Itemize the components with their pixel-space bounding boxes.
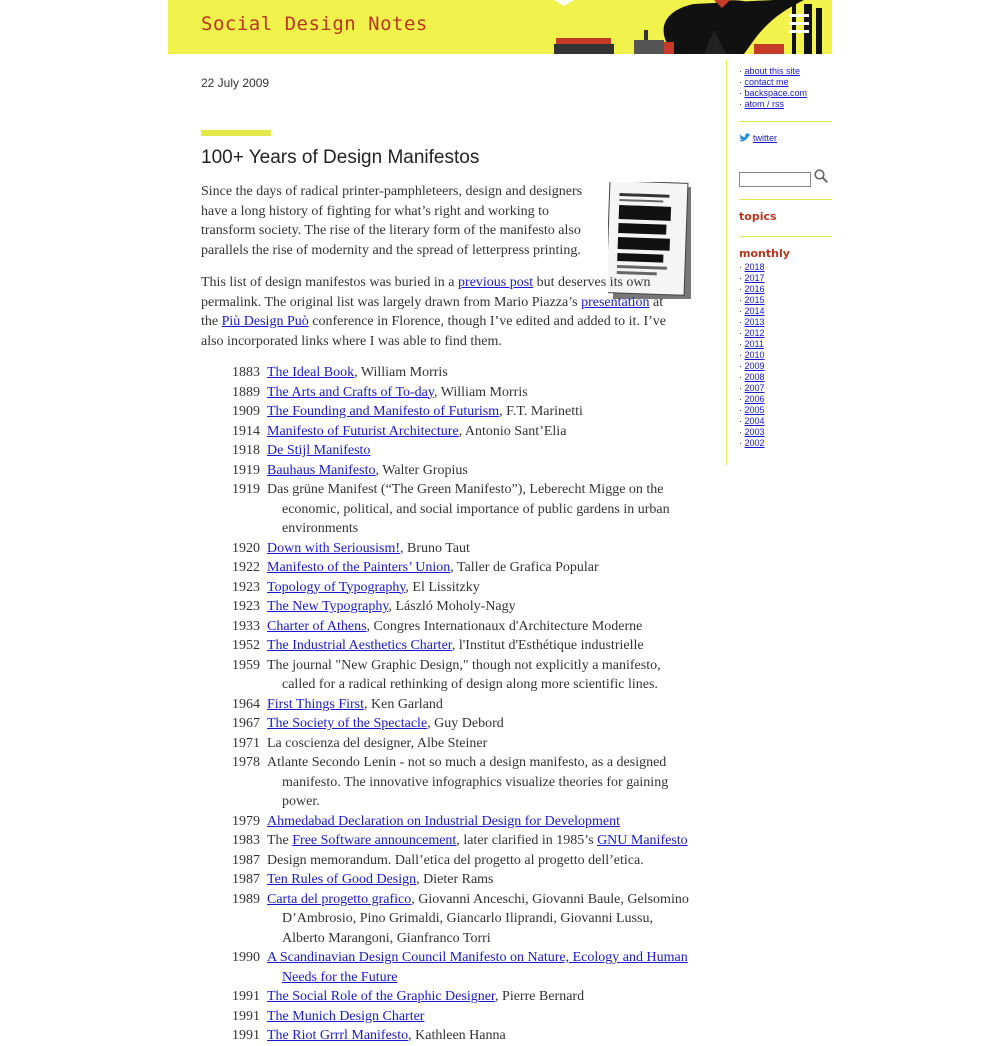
manifesto-year: 1923 bbox=[232, 579, 260, 595]
archive-year-item bbox=[739, 372, 765, 383]
manifesto-link[interactable]: The Ideal Book bbox=[267, 365, 355, 380]
manifesto-year: 1952 bbox=[232, 638, 260, 653]
bullet: · bbox=[739, 372, 742, 382]
sidebar-link[interactable]: backspace.com bbox=[744, 88, 808, 98]
manifesto-author: , Kathleen Hanna bbox=[408, 1028, 506, 1043]
manifesto-entry bbox=[267, 441, 692, 461]
bullet: · bbox=[739, 427, 742, 437]
list-item bbox=[232, 578, 692, 598]
manifesto-author: , l'Institut d'Esthétique industrielle bbox=[451, 638, 644, 653]
sidebar bbox=[739, 66, 832, 448]
list-item bbox=[232, 656, 692, 695]
archive-year-link[interactable]: 2018 bbox=[744, 262, 765, 272]
manifesto-link[interactable]: Topology of Typography bbox=[267, 579, 406, 595]
manifesto-author: , Dieter Rams bbox=[416, 872, 494, 887]
archive-year-item bbox=[739, 273, 765, 284]
manifesto-list bbox=[232, 363, 692, 1046]
manifesto-link[interactable]: The Founding and Manifesto of Futurism bbox=[267, 404, 500, 419]
manifesto-entry bbox=[267, 831, 692, 851]
manifesto-author: , F.T. Marinetti bbox=[499, 404, 583, 419]
archive-year-link[interactable]: 2007 bbox=[744, 383, 765, 393]
bullet: · bbox=[739, 77, 742, 87]
list-item bbox=[232, 987, 692, 1007]
manifesto-author: , El Lissitzky bbox=[405, 579, 480, 595]
piu-design-puo-link[interactable]: Più Design Può bbox=[221, 314, 309, 329]
list-item bbox=[232, 695, 692, 715]
list-item bbox=[232, 461, 692, 481]
archive-year-item bbox=[739, 383, 765, 394]
monthly-archive-list bbox=[739, 262, 765, 449]
factory-illustration bbox=[554, 0, 832, 54]
manifesto-author: , Guy Debord bbox=[427, 716, 504, 731]
archive-year-item bbox=[739, 306, 765, 317]
archive-year-link[interactable]: 2017 bbox=[744, 273, 765, 283]
manifesto-year: 1933 bbox=[232, 618, 260, 634]
manifesto-year: 1889 bbox=[232, 384, 260, 400]
para2-text-3: at the bbox=[201, 294, 664, 329]
list-item bbox=[232, 383, 692, 403]
manifesto-entry bbox=[267, 734, 692, 754]
manifesto-author: , Taller de Grafica Popular bbox=[450, 560, 599, 575]
previous-post-link[interactable]: previous post bbox=[458, 275, 534, 290]
list-item bbox=[232, 1026, 692, 1046]
archive-year-link[interactable]: 2012 bbox=[744, 328, 765, 338]
archive-year-link[interactable]: 2010 bbox=[744, 350, 765, 360]
manifesto-text: Design memorandum. Dall’etica del progetto al progetto dell’etica. bbox=[267, 852, 644, 868]
manifesto-link[interactable]: Free Software announcement bbox=[292, 833, 457, 848]
monthly-heading: monthly bbox=[739, 247, 790, 260]
manifesto-year: 1920 bbox=[232, 540, 260, 556]
manifesto-link[interactable]: Ten Rules of Good Design bbox=[267, 872, 417, 887]
manifesto-link[interactable]: GNU Manifesto bbox=[597, 833, 688, 848]
manifesto-entry bbox=[267, 753, 692, 812]
twitter-link[interactable]: twitter bbox=[753, 133, 778, 143]
sidebar-divider bbox=[739, 121, 832, 122]
manifesto-link[interactable]: Manifesto of the Painters’ Union bbox=[267, 560, 451, 575]
manifesto-year: 1959 bbox=[232, 657, 260, 673]
manifesto-text: Atlante Secondo Lenin - not so much a design manifesto, as a designed manifesto. The innovative infographics visualize theories for gaining power. bbox=[267, 755, 669, 809]
manifesto-entry bbox=[267, 422, 692, 442]
manifesto-link[interactable]: Charter of Athens bbox=[267, 618, 367, 634]
manifesto-link[interactable]: Down with Seriousism! bbox=[267, 540, 400, 556]
manifesto-entry bbox=[267, 539, 692, 559]
manifesto-year: 1914 bbox=[232, 423, 260, 439]
list-item bbox=[232, 714, 692, 734]
manifesto-entry bbox=[267, 1026, 692, 1046]
manifesto-entry bbox=[267, 597, 692, 617]
list-item bbox=[232, 851, 692, 871]
manifesto-year: 1991 bbox=[232, 1028, 260, 1043]
manifesto-year: 1971 bbox=[232, 735, 260, 751]
manifesto-entry bbox=[267, 695, 692, 715]
archive-year-link[interactable]: 2002 bbox=[744, 438, 765, 448]
archive-year-link[interactable]: 2011 bbox=[744, 339, 764, 349]
manifesto-year: 1922 bbox=[232, 560, 260, 575]
site-header bbox=[168, 0, 832, 54]
manifesto-link[interactable]: Manifesto of Futurist Architecture bbox=[267, 423, 459, 439]
list-item bbox=[232, 734, 692, 754]
manifesto-text: The journal "New Graphic Design," though not explicitly a manifesto, called for a radical rethinking of design along more scientific lines. bbox=[267, 657, 661, 692]
manifesto-entry bbox=[267, 870, 692, 890]
list-item bbox=[232, 948, 692, 987]
bullet: · bbox=[739, 262, 742, 272]
manifesto-entry bbox=[267, 617, 692, 637]
list-item bbox=[232, 597, 692, 617]
bullet: · bbox=[739, 284, 742, 294]
archive-year-item bbox=[739, 317, 765, 328]
manifesto-author: , Ken Garland bbox=[364, 696, 443, 712]
manifesto-text: La coscienza del designer, Albe Steiner bbox=[267, 735, 488, 751]
sidebar-link[interactable]: atom / rss bbox=[744, 99, 785, 109]
manifesto-author: , Walter Gropius bbox=[375, 462, 468, 478]
archive-year-item bbox=[739, 394, 765, 405]
bullet: · bbox=[739, 405, 742, 415]
manifesto-entry bbox=[267, 714, 692, 734]
manifesto-year: 1991 bbox=[232, 1008, 260, 1024]
list-item bbox=[232, 753, 692, 812]
manifesto-entry bbox=[267, 480, 692, 539]
manifesto-link[interactable]: The Industrial Aesthetics Charter bbox=[267, 638, 452, 653]
search-input[interactable] bbox=[739, 172, 811, 187]
archive-year-item bbox=[739, 262, 765, 273]
manifesto-text: The bbox=[267, 833, 293, 848]
archive-year-link[interactable]: 2014 bbox=[744, 306, 765, 316]
sidebar-divider bbox=[739, 199, 832, 200]
permalink-paragraph bbox=[201, 273, 681, 351]
list-item bbox=[232, 636, 692, 656]
manifesto-year: 1919 bbox=[232, 462, 260, 478]
manifesto-author: , Giovanni Anceschi, Giovanni Baule, Gelsomino D’Ambrosio, Pino Grimaldi, Giancarlo Iliprandi, Giovanni Lussu, Alberto Marangoni, Gianfranco Torri bbox=[282, 891, 689, 946]
list-item bbox=[232, 812, 692, 832]
manifesto-year: 1987 bbox=[232, 852, 260, 868]
manifesto-link[interactable]: The Munich Design Charter bbox=[267, 1008, 425, 1024]
manifesto-author: , William Morris bbox=[433, 384, 528, 400]
manifesto-author: , Antonio Sant’Elia bbox=[458, 423, 567, 439]
archive-year-item bbox=[739, 339, 765, 350]
bullet: · bbox=[739, 317, 742, 327]
archive-year-item bbox=[739, 361, 765, 372]
manifesto-author: , Bruno Taut bbox=[400, 540, 470, 556]
bullet: · bbox=[739, 361, 742, 371]
sidebar-link-item bbox=[739, 66, 832, 77]
manifesto-year: 1883 bbox=[232, 365, 260, 380]
manifesto-entry bbox=[267, 812, 692, 832]
manifesto-year: 1909 bbox=[232, 404, 260, 419]
list-item bbox=[232, 539, 692, 559]
manifesto-link[interactable]: De Stijl Manifesto bbox=[267, 443, 371, 458]
manifesto-author: , later clarified in 1985’s bbox=[456, 833, 598, 848]
manifesto-year: 1987 bbox=[232, 872, 260, 887]
manifesto-entry bbox=[267, 558, 692, 578]
archive-year-item bbox=[739, 416, 765, 427]
bullet: · bbox=[739, 306, 742, 316]
sidebar-divider bbox=[739, 236, 832, 237]
archive-year-link[interactable]: 2003 bbox=[744, 427, 765, 437]
sidebar-link-item bbox=[739, 88, 832, 99]
archive-year-link[interactable]: 2004 bbox=[744, 416, 765, 426]
manifesto-entry bbox=[267, 656, 692, 695]
sidebar-link-item bbox=[739, 77, 832, 88]
twitter-row bbox=[739, 133, 777, 143]
manifesto-author: , Congres Internationaux d'Architecture Moderne bbox=[366, 618, 643, 634]
manifesto-link[interactable]: The New Typography bbox=[267, 599, 389, 614]
manifesto-link[interactable]: The Society of the Spectacle bbox=[267, 716, 428, 731]
manifesto-year: 1979 bbox=[232, 813, 260, 829]
archive-year-link[interactable]: 2006 bbox=[744, 394, 765, 404]
manifesto-link[interactable]: First Things First bbox=[267, 696, 364, 712]
sidebar-links bbox=[739, 66, 832, 110]
manifesto-author: , Pierre Bernard bbox=[495, 989, 585, 1004]
twitter-bird-icon bbox=[739, 133, 751, 143]
manifesto-entry bbox=[267, 636, 692, 656]
list-item bbox=[232, 870, 692, 890]
list-item bbox=[232, 402, 692, 422]
bullet: · bbox=[739, 273, 742, 283]
intro-paragraph: Since the days of radical printer-pamphleteers, design and designers have a long history of fighting for what’s right and working to transform society. The rise of the literary form of the manifesto also parallels the rise of modernity and the spread of letterpress printing. bbox=[201, 184, 583, 258]
list-item bbox=[232, 831, 692, 851]
manifesto-year: 1991 bbox=[232, 989, 260, 1004]
list-item bbox=[232, 558, 692, 578]
archive-year-item bbox=[739, 350, 765, 361]
manifesto-entry bbox=[267, 851, 692, 871]
bullet: · bbox=[739, 295, 742, 305]
manifesto-entry bbox=[267, 363, 692, 383]
manifesto-year: 1964 bbox=[232, 696, 260, 712]
list-item bbox=[232, 363, 692, 383]
bullet: · bbox=[739, 350, 742, 360]
manifesto-year: 1978 bbox=[232, 755, 260, 770]
bullet: · bbox=[739, 339, 742, 349]
manifesto-entry bbox=[267, 461, 692, 481]
manifesto-author: , William Morris bbox=[354, 365, 448, 380]
topics-heading[interactable]: topics bbox=[739, 210, 777, 223]
bullet: · bbox=[739, 394, 742, 404]
site-title-link[interactable]: Social Design Notes bbox=[201, 13, 428, 35]
manifesto-link[interactable]: Carta del progetto grafico bbox=[267, 891, 412, 907]
manifesto-link[interactable]: The Social Role of the Graphic Designer bbox=[267, 989, 496, 1004]
bullet: · bbox=[739, 416, 742, 426]
list-item bbox=[232, 422, 692, 442]
archive-year-item bbox=[739, 328, 765, 339]
manifesto-year: 1989 bbox=[232, 891, 260, 907]
post-date: 22 July 2009 bbox=[201, 76, 270, 90]
manifesto-link[interactable]: The Riot Grrrl Manifesto bbox=[267, 1028, 409, 1043]
list-item bbox=[232, 480, 692, 539]
bullet: · bbox=[739, 383, 742, 393]
archive-year-link[interactable]: 2016 bbox=[744, 284, 765, 294]
manifesto-year: 1918 bbox=[232, 443, 260, 458]
manifesto-link[interactable]: Bauhaus Manifesto bbox=[267, 462, 376, 478]
manifesto-year: 1967 bbox=[232, 716, 260, 731]
archive-year-link[interactable]: 2008 bbox=[744, 372, 765, 382]
archive-year-link[interactable]: 2009 bbox=[744, 361, 765, 371]
archive-year-item bbox=[739, 438, 765, 449]
list-item bbox=[232, 617, 692, 637]
manifesto-link[interactable]: A Scandinavian Design Council Manifesto on Nature, Ecology and Human Needs for the Future bbox=[267, 950, 688, 985]
manifesto-year: 1983 bbox=[232, 833, 260, 848]
list-item bbox=[232, 890, 692, 949]
manifesto-link[interactable]: The Arts and Crafts of To-day bbox=[267, 384, 434, 400]
manifesto-year: 1919 bbox=[232, 482, 260, 497]
sidebar-link-item bbox=[739, 99, 832, 110]
sidebar-divider-line bbox=[726, 60, 727, 465]
para2-text-2: but deserves its own permalink. The original list was largely drawn from Mario Piazza’s bbox=[201, 275, 651, 310]
bullet: · bbox=[739, 88, 742, 98]
para2-text-1: This list of design manifestos was buried in a bbox=[201, 275, 459, 290]
bullet: · bbox=[739, 99, 742, 109]
manifesto-link[interactable]: Ahmedabad Declaration on Industrial Design for Development bbox=[267, 813, 621, 829]
magnifier-icon[interactable] bbox=[814, 169, 828, 183]
manifesto-entry bbox=[267, 890, 692, 949]
manifesto-entry bbox=[267, 1007, 692, 1027]
bullet: · bbox=[739, 438, 742, 448]
archive-year-item bbox=[739, 405, 765, 416]
archive-year-link[interactable]: 2013 bbox=[744, 317, 765, 327]
list-item bbox=[232, 441, 692, 461]
manifesto-text: Das grüne Manifest (“The Green Manifesto”), Leberecht Migge on the economic, political, and social importance of public gardens in urban environments bbox=[267, 482, 670, 536]
manifesto-entry bbox=[267, 578, 692, 598]
sidebar-link[interactable]: contact me bbox=[744, 77, 789, 87]
archive-year-item bbox=[739, 284, 765, 295]
sidebar-link[interactable]: about this site bbox=[744, 66, 801, 76]
archive-year-link[interactable]: 2005 bbox=[744, 405, 765, 415]
manifesto-entry bbox=[267, 987, 692, 1007]
manifesto-year: 1990 bbox=[232, 950, 260, 965]
manifesto-entry bbox=[267, 402, 692, 422]
manifesto-entry bbox=[267, 383, 692, 403]
manifesto-year: 1923 bbox=[232, 599, 260, 614]
archive-year-item bbox=[739, 427, 765, 438]
manifesto-entry bbox=[267, 948, 692, 987]
manifesto-author: , László Moholy-Nagy bbox=[388, 599, 516, 614]
list-item bbox=[232, 1007, 692, 1027]
para2-text-4: conference in Florence, though I’ve edited and added to it. I’ve also incorporated links where I was able to find them. bbox=[201, 314, 666, 349]
title-accent-bar bbox=[201, 130, 271, 136]
archive-year-link[interactable]: 2015 bbox=[744, 295, 765, 305]
bullet: · bbox=[739, 328, 742, 338]
presentation-link[interactable]: presentation bbox=[581, 294, 650, 310]
archive-year-item bbox=[739, 295, 765, 306]
post-title: 100+ Years of Design Manifestos bbox=[201, 147, 480, 168]
bullet: · bbox=[739, 66, 742, 76]
